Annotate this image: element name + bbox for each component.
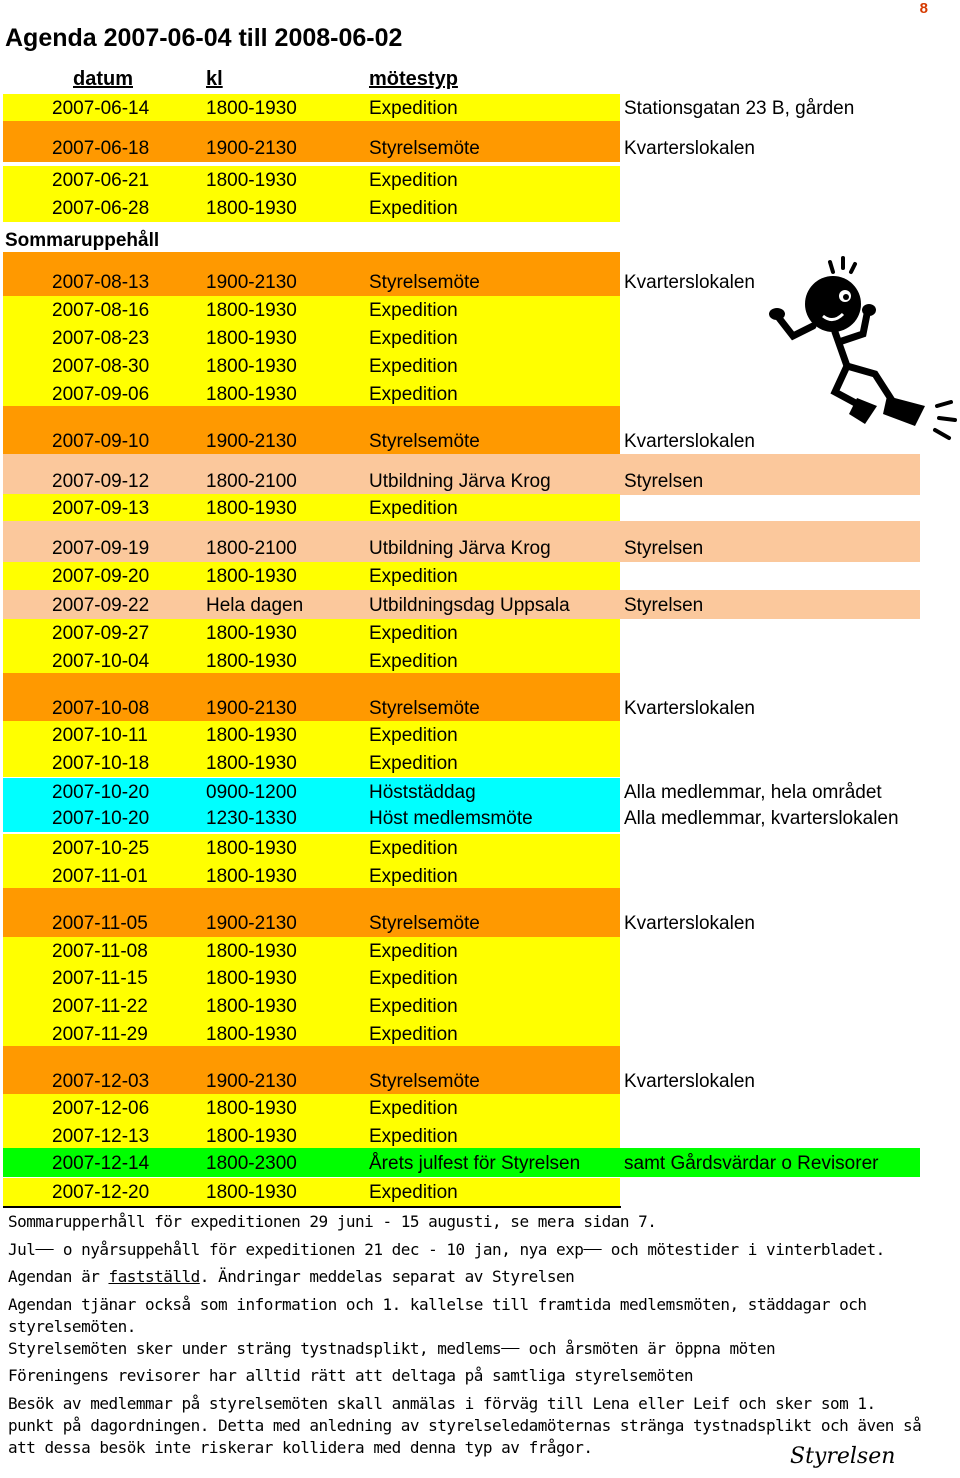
date-cell: 2007-12-03 <box>52 1071 150 1092</box>
time-cell: 1800-1930 <box>206 968 297 989</box>
type-cell: Expedition <box>369 1024 458 1045</box>
type-cell: Expedition <box>369 98 458 119</box>
agenda-row <box>0 937 960 965</box>
time-cell: 1800-1930 <box>206 1098 297 1119</box>
agenda-row <box>0 494 960 522</box>
agenda-row <box>0 694 960 722</box>
date-cell: 2007-06-18 <box>52 138 150 159</box>
agenda-row <box>0 1149 960 1177</box>
type-cell: Expedition <box>369 300 458 321</box>
place-cell: Styrelsen <box>624 471 704 492</box>
time-cell: 1900-2130 <box>206 431 297 452</box>
note-auditors: Föreningens revisorer har alltid rätt att deltaga på samtliga styrelsemöten <box>8 1366 693 1385</box>
time-cell: 1800-1930 <box>206 356 297 377</box>
date-cell: 2007-11-15 <box>52 968 148 989</box>
note-summer-break: Sommarupperhåll för expeditionen 29 juni - 15 augusti, se mera sidan 7. <box>8 1212 657 1231</box>
time-cell: 1800-2100 <box>206 471 297 492</box>
agenda-row <box>0 749 960 777</box>
place-cell: samt Gårdsvärdar o Revisorer <box>624 1153 879 1174</box>
date-cell: 2007-10-11 <box>52 725 148 746</box>
note-christmas-break: Jul o nyårsuppehåll för expeditionen 21 dec - 10 jan, nya exp och mötestider i vinterbladet. <box>8 1239 885 1259</box>
date-cell: 2007-12-13 <box>52 1126 150 1147</box>
place-cell: Styrelsen <box>624 538 704 559</box>
time-cell: 1800-1930 <box>206 866 297 887</box>
place-cell: Stationsgatan 23 B, gården <box>624 98 855 119</box>
place-cell: Kvarterslokalen <box>624 1071 755 1092</box>
time-cell: 1900-2130 <box>206 272 297 293</box>
date-cell: 2007-09-06 <box>52 384 150 405</box>
agenda-row <box>0 94 960 122</box>
type-cell: Expedition <box>369 170 458 191</box>
date-cell: 2007-09-13 <box>52 498 150 519</box>
header-kl: kl <box>206 68 223 90</box>
agenda-row <box>0 194 960 222</box>
place-cell: Kvarterslokalen <box>624 698 755 719</box>
date-cell: 2007-10-04 <box>52 651 150 672</box>
type-cell: Styrelsemöte <box>369 913 480 934</box>
type-cell: Expedition <box>369 725 458 746</box>
time-cell: 1800-1930 <box>206 1024 297 1045</box>
date-cell: 2007-11-05 <box>52 913 148 934</box>
type-cell: Årets julfest för Styrelsen <box>369 1153 581 1174</box>
time-cell: 1900-2130 <box>206 698 297 719</box>
place-cell: Kvarterslokalen <box>624 138 755 159</box>
agenda-row <box>0 1122 960 1150</box>
time-cell: 1800-1930 <box>206 941 297 962</box>
signature: Styrelsen <box>790 1444 896 1469</box>
table-end-rule <box>3 1206 621 1208</box>
time-cell: 0900-1200 <box>206 782 297 803</box>
type-cell: Utbildning Järva Krog <box>369 471 551 492</box>
agenda-row <box>0 964 960 992</box>
date-cell: 2007-09-19 <box>52 538 150 559</box>
place-cell: Alla medlemmar, hela området <box>624 782 882 803</box>
type-cell: Höst medlemsmöte <box>369 808 533 829</box>
date-cell: 2007-10-20 <box>52 782 150 803</box>
type-cell: Styrelsemöte <box>369 698 480 719</box>
type-cell: Expedition <box>369 968 458 989</box>
date-cell: 2007-06-21 <box>52 170 150 191</box>
notes-section <box>8 1211 928 1459</box>
type-cell: Styrelsemöte <box>369 1071 480 1092</box>
type-cell: Expedition <box>369 328 458 349</box>
agenda-row <box>0 591 960 619</box>
time-cell: 1800-1930 <box>206 725 297 746</box>
date-cell: 2007-06-28 <box>52 198 150 219</box>
type-cell: Styrelsemöte <box>369 431 480 452</box>
place-cell: Kvarterslokalen <box>624 913 755 934</box>
agenda-row <box>0 721 960 749</box>
agenda-row <box>0 1178 960 1206</box>
page-title: Agenda 2007-06-04 till 2008-06-02 <box>5 24 403 52</box>
date-cell: 2007-09-22 <box>52 595 150 616</box>
date-cell: 2007-11-08 <box>52 941 148 962</box>
time-cell: 1800-1930 <box>206 753 297 774</box>
agenda-row <box>0 467 960 495</box>
agenda-row <box>0 992 960 1020</box>
time-cell: 1800-1930 <box>206 300 297 321</box>
note-confidentiality: Styrelsemöten sker under sträng tystnadsplikt, medlems och årsmöten är öppna möten <box>8 1338 776 1358</box>
time-cell: 1900-2130 <box>206 1071 297 1092</box>
date-cell: 2007-10-25 <box>52 838 150 859</box>
type-cell: Expedition <box>369 198 458 219</box>
time-cell: 1800-1930 <box>206 651 297 672</box>
agenda-row <box>0 166 960 194</box>
date-cell: 2007-09-12 <box>52 471 150 492</box>
place-cell: Kvarterslokalen <box>624 431 755 452</box>
page-number: 8 <box>919 0 928 17</box>
date-cell: 2007-08-16 <box>52 300 150 321</box>
time-cell: 1800-1930 <box>206 384 297 405</box>
type-cell: Expedition <box>369 838 458 859</box>
time-cell: 1800-1930 <box>206 498 297 519</box>
agenda-row <box>0 534 960 562</box>
date-cell: 2007-10-18 <box>52 753 150 774</box>
time-cell: 1900-2130 <box>206 913 297 934</box>
date-cell: 2007-09-10 <box>52 431 150 452</box>
header-datum: datum <box>73 68 133 90</box>
agenda-row <box>0 804 960 832</box>
date-cell: 2007-08-23 <box>52 328 150 349</box>
type-cell: Utbildningsdag Uppsala <box>369 595 570 616</box>
date-cell: 2007-11-01 <box>52 866 148 887</box>
agenda-row <box>0 834 960 862</box>
type-cell: Styrelsemöte <box>369 138 480 159</box>
agenda-row <box>0 562 960 590</box>
agenda-row <box>0 1020 960 1048</box>
type-cell: Expedition <box>369 651 458 672</box>
place-cell: Kvarterslokalen <box>624 272 755 293</box>
time-cell: 1900-2130 <box>206 138 297 159</box>
date-cell: 2007-06-14 <box>52 98 150 119</box>
type-cell: Expedition <box>369 498 458 519</box>
note-agenda-established: Agendan är fastställd. Ändringar meddelas separat av Styrelsen <box>8 1267 575 1286</box>
agenda-row <box>0 862 960 890</box>
header-motestyp: mötestyp <box>369 68 458 90</box>
time-cell: 1800-2300 <box>206 1153 297 1174</box>
agenda-row <box>0 909 960 937</box>
type-cell: Expedition <box>369 1182 458 1203</box>
date-cell: 2007-08-13 <box>52 272 150 293</box>
type-cell: Expedition <box>369 941 458 962</box>
time-cell: 1800-1930 <box>206 198 297 219</box>
type-cell: Expedition <box>369 1098 458 1119</box>
date-cell: 2007-09-27 <box>52 623 150 644</box>
time-cell: 1800-1930 <box>206 328 297 349</box>
agenda-row <box>0 1094 960 1122</box>
date-cell: 2007-08-30 <box>52 356 150 377</box>
time-cell: 1800-1930 <box>206 996 297 1017</box>
date-cell: 2007-10-08 <box>52 698 150 719</box>
summer-break-label: Sommaruppehåll <box>5 230 160 251</box>
agenda-row <box>0 647 960 675</box>
date-cell: 2007-11-22 <box>52 996 148 1017</box>
agenda-row <box>0 778 960 806</box>
date-cell: 2007-12-06 <box>52 1098 150 1119</box>
type-cell: Expedition <box>369 623 458 644</box>
cartoon-jumping-figure-icon <box>765 256 960 446</box>
time-cell: 1800-1930 <box>206 98 297 119</box>
type-cell: Styrelsemöte <box>369 272 480 293</box>
date-cell: 2007-10-20 <box>52 808 150 829</box>
time-cell: 1800-1930 <box>206 1182 297 1203</box>
agenda-row <box>0 1067 960 1095</box>
date-cell: 2007-12-20 <box>52 1182 150 1203</box>
type-cell: Expedition <box>369 866 458 887</box>
place-cell: Alla medlemmar, kvarterslokalen <box>624 808 899 829</box>
note-agenda-purpose: Agendan tjänar också som information och 1. kallelse till framtida medlemsmöten, städdagar och styrelsemöten. <box>8 1294 867 1336</box>
type-cell: Expedition <box>369 356 458 377</box>
place-cell: Styrelsen <box>624 595 704 616</box>
type-cell: Expedition <box>369 384 458 405</box>
time-cell: 1800-1930 <box>206 838 297 859</box>
date-cell: 2007-11-29 <box>52 1024 148 1045</box>
time-cell: 1800-1930 <box>206 566 297 587</box>
type-cell: Expedition <box>369 566 458 587</box>
time-cell: 1800-2100 <box>206 538 297 559</box>
date-cell: 2007-09-20 <box>52 566 150 587</box>
type-cell: Expedition <box>369 996 458 1017</box>
time-cell: 1230-1330 <box>206 808 297 829</box>
agenda-row <box>0 619 960 647</box>
time-cell: Hela dagen <box>206 595 304 616</box>
type-cell: Utbildning Järva Krog <box>369 538 551 559</box>
type-cell: Expedition <box>369 753 458 774</box>
type-cell: Expedition <box>369 1126 458 1147</box>
agenda-row <box>0 134 960 162</box>
type-cell: Höststäddag <box>369 782 476 803</box>
time-cell: 1800-1930 <box>206 623 297 644</box>
time-cell: 1800-1930 <box>206 1126 297 1147</box>
note-visits: Besök av medlemmar på styrelsemöten skall anmälas i förväg till Lena eller Leif och sker som 1. punkt på dagordningen. Detta med anledning av styrelseledamöternas stränga tystnadsplikt och även så att dessa besök inte riskerar kollidera med denna typ av frågor. <box>8 1393 922 1457</box>
date-cell: 2007-12-14 <box>52 1153 150 1174</box>
fastst\u00e4lld-link[interactable]: fastställd <box>108 1267 200 1286</box>
time-cell: 1800-1930 <box>206 170 297 191</box>
